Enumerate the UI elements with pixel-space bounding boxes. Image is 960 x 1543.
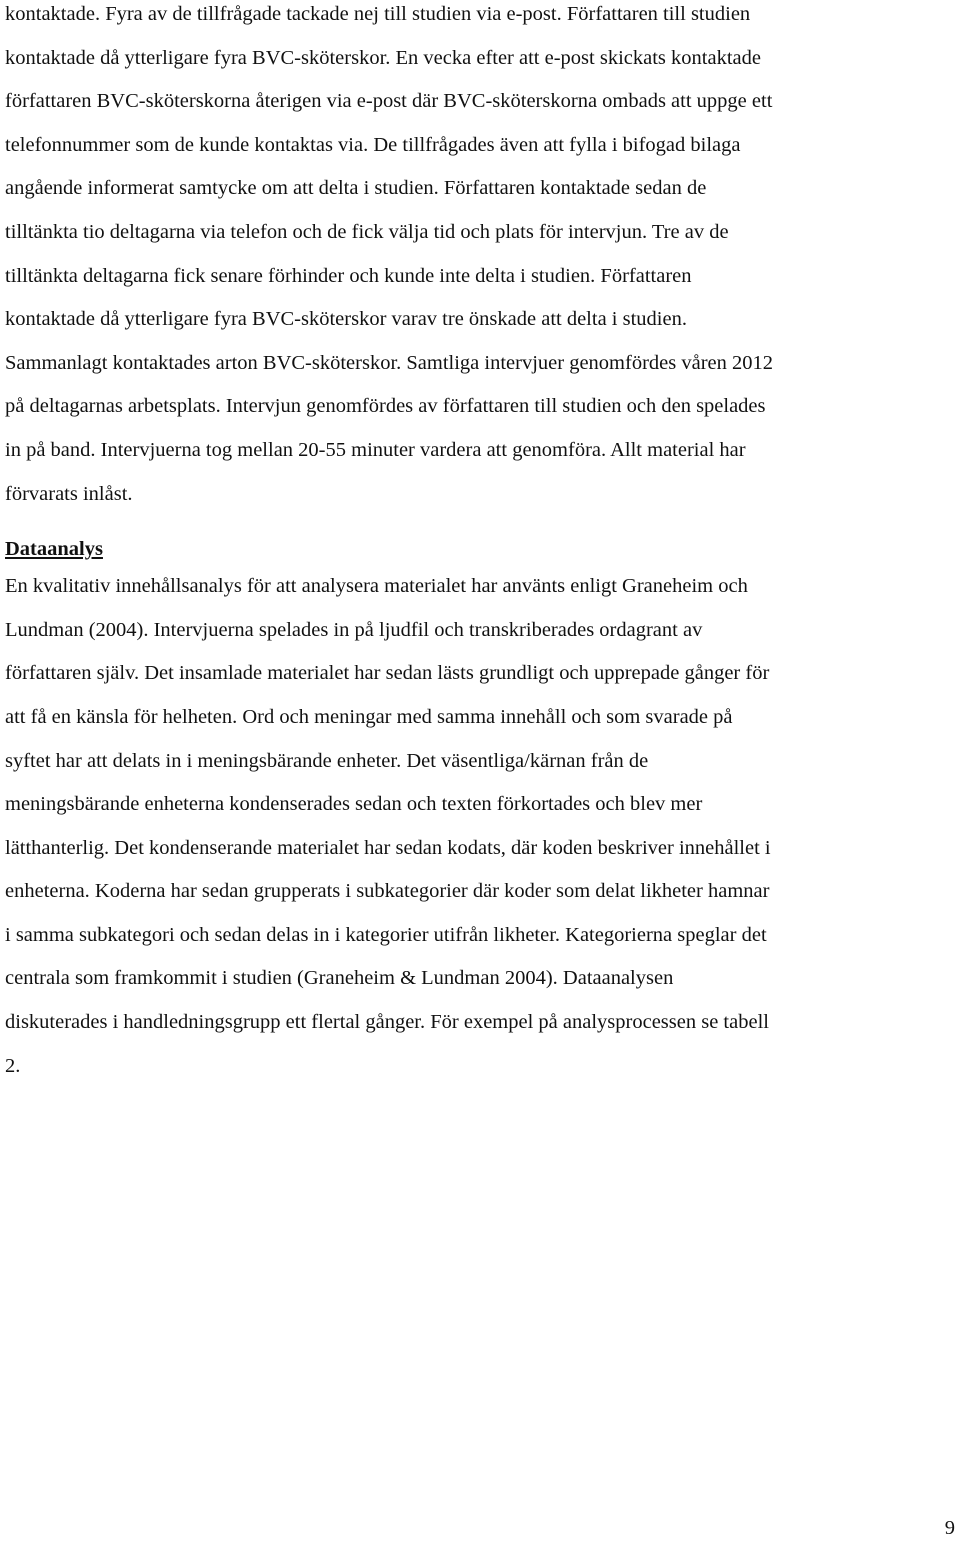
section-heading: Dataanalys xyxy=(5,538,103,561)
analysis-paragraph: En kvalitativ innehållsanalys för att analysera materialet har använts enligt Graneheim och Lundman (2004). Intervjuerna spelades in på ljudfil och transkriberades ordagrant av författaren själv. Det insamlade materialet har sedan lästs grundligt och upprepade gånger för att få en känsla för helheten. Ord och meningar med samma innehåll och som svarade på syftet har att delats in i meningsbärande enheter. Det väsentliga/kärnan från de meningsbärande enheterna kondenserades sedan och texten förkortades och blev mer lätthanterlig. Det kondenserande materialet har sedan kodats, där koden beskriver innehållet i enheterna. Koderna har sedan grupperats i subkategorier där koder som delat likheter hamnar i samma subkategori och sedan delas in i kategorier utifrån likheter. Kategorierna speglar det centrala som framkommit i studien (Graneheim & Lundman 2004). Dataanalysen diskuterades i handledningsgrupp ett flertal gånger. För exempel på analysprocessen se tabell 2. xyxy=(5,575,771,1077)
method-paragraph: kontaktade. Fyra av de tillfrågade tackade nej till studien via e-post. Författaren till studien kontaktade då ytterligare fyra BVC-sköterskor. En vecka efter att e-post skickats kontaktade författaren BVC-sköterskorna återigen via e-post där BVC-sköterskorna ombads att uppge ett telefonnummer som de kunde kontaktas via. De tillfrågades även att fylla i bifogad bilaga angående informerat samtycke om att delta i studien. Författaren kontaktade sedan de tilltänkta tio deltagarna via telefon och de fick välja tid och plats för intervjun. Tre av de tilltänkta deltagarna fick senare förhinder och kunde inte delta i studien. Författaren kontaktade då ytterligare fyra BVC-sköterskor varav tre önskade att delta i studien. Sammanlagt kontaktades arton BVC-sköterskor. Samtliga intervjuer genomfördes våren 2012 på deltagarnas arbetsplats. Intervjun genomfördes av författaren till studien och den spelades in på band. Intervjuerna tog mellan 20-55 minuter vardera att genomföra. Allt material har förvarats inlåst. xyxy=(5,3,774,505)
document-page xyxy=(5,0,955,1088)
page-number: 9 xyxy=(944,1517,955,1539)
